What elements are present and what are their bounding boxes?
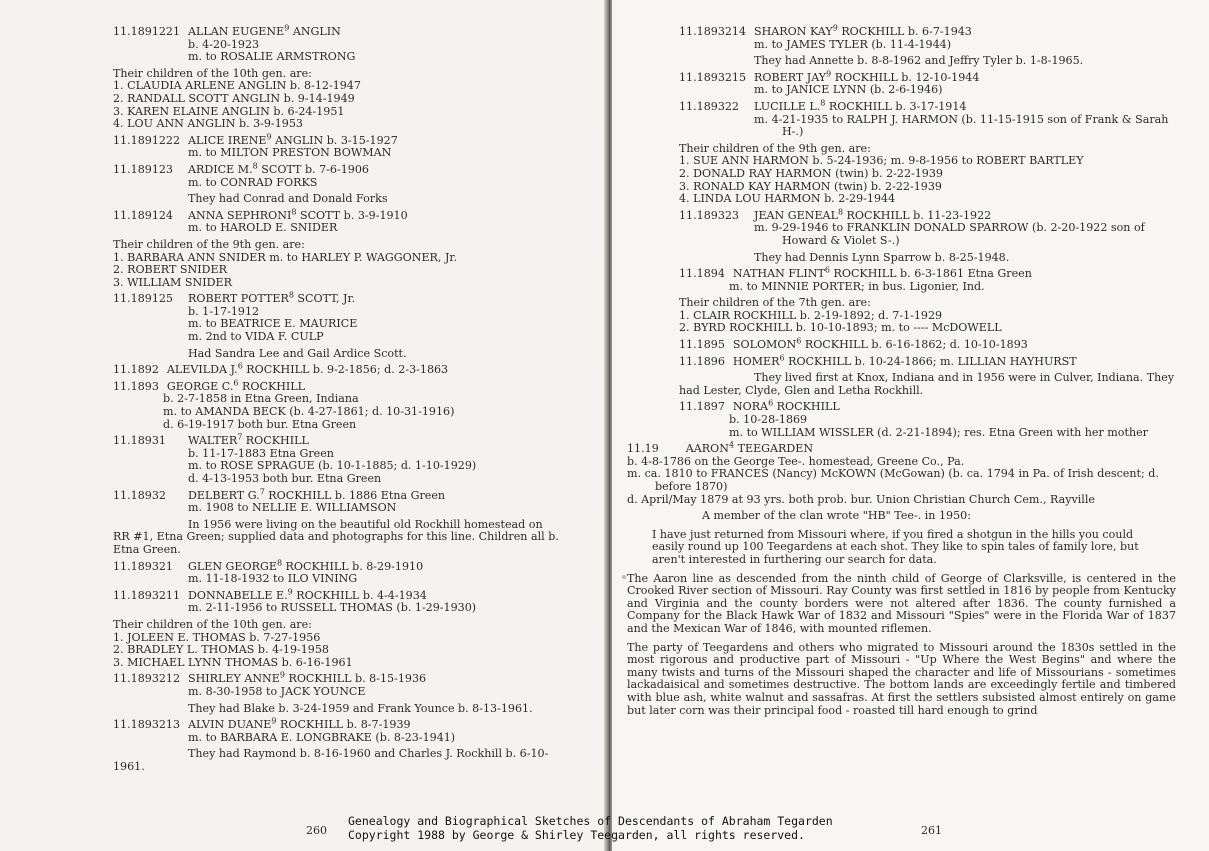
person-name: ROBERT POTTER$^8$ SCOTT, Jr. bbox=[188, 290, 356, 306]
entry-detail: m. to MINNIE PORTER; in bus. Ligonier, Ind. bbox=[729, 279, 985, 293]
genealogy-entry bbox=[679, 23, 1176, 51]
person-name: NORA$^6$ ROCKHILL bbox=[732, 398, 840, 414]
child-item: 1. CLAUDIA ARLENE ANGLIN b. 8-12-1947 bbox=[113, 79, 361, 93]
children-list bbox=[113, 68, 561, 131]
person-name: LUCILLE L.$^8$ ROCKHILL b. 3-17-1914 bbox=[754, 98, 967, 113]
genealogy-entry bbox=[113, 716, 561, 744]
entry-body bbox=[188, 432, 561, 485]
entry-note: They had Blake b. 3-24-1959 and Frank Younce b. 8-13-1961. bbox=[188, 701, 533, 715]
genealogy-entry bbox=[113, 132, 561, 160]
genealogy-entry bbox=[679, 69, 1176, 97]
entry-id: 11.1895 bbox=[679, 338, 725, 352]
children-header: Their children of the 7th gen. are: bbox=[679, 296, 871, 310]
entry-detail: b. 4-8-1786 on the George Tee-. homestead, Greene Co., Pa. bbox=[627, 454, 965, 468]
entry-body bbox=[754, 207, 1176, 248]
entry-detail: m. to BEATRICE E. MAURICE bbox=[188, 317, 358, 331]
entry-detail: m. to MILTON PRESTON BOWMAN bbox=[188, 146, 392, 160]
right-page bbox=[612, 0, 1209, 851]
entry-id: 11.189322 bbox=[679, 99, 739, 113]
children-header: Their children of the 9th gen. are: bbox=[113, 237, 305, 251]
entry-detail: m. 1908 to NELLIE E. WILLIAMSON bbox=[188, 501, 397, 515]
entry-body bbox=[732, 265, 1176, 281]
children-list bbox=[679, 297, 1176, 335]
copyright-footer bbox=[348, 814, 888, 842]
entry-detail: m. to AMANDA BECK (b. 4-27-1861; d. 10-31-1916) bbox=[163, 405, 455, 419]
entry-id: 11.18931 bbox=[113, 434, 166, 448]
person-name: ALICE IRENE$^9$ ANGLIN b. 3-15-1927 bbox=[188, 132, 398, 147]
entry-detail: m. 4-21-1935 to RALPH J. HARMON (b. 11-15-1915 son of Frank & Sarah H-.) bbox=[754, 112, 1169, 139]
entry-note: They had Annette b. 8-8-1962 and Jeffry Tyler b. 1-8-1965. bbox=[754, 54, 1084, 68]
body-paragraph: The Aaron line as descended from the ninth child of George of Clarksville, is centered in the Crooked River section of Missouri. Ray County was first settled in 1816 by people from Kentucky and Virginia and the county borders were not altered after 1836. The county furnished a Company for the Black Hawk War of 1832 and Missouri "Spies" were in the Florida War of 1837 and the Mexican War of 1846, with mounted riflemen. bbox=[627, 571, 1176, 635]
entry-body bbox=[188, 670, 561, 698]
child-item: 1. SUE ANN HARMON b. 5-24-1936; m. 9-8-1956 to ROBERT BARTLEY bbox=[679, 154, 1084, 168]
child-item: 4. LINDA LOU HARMON b. 2-29-1944 bbox=[679, 192, 896, 206]
entry-id: 11.189323 bbox=[679, 208, 739, 222]
genealogy-entry bbox=[679, 352, 1176, 369]
entry-detail: b. 10-28-1869 bbox=[729, 413, 808, 427]
entry-id: 11.1893211 bbox=[113, 588, 181, 602]
genealogy-entry bbox=[627, 440, 1176, 456]
entry-body bbox=[188, 132, 561, 160]
genealogy-entry bbox=[113, 290, 561, 344]
genealogy-entry bbox=[113, 587, 561, 615]
entry-body bbox=[754, 69, 1176, 97]
entry-detail: m. to WILLIAM WISSLER (d. 2-21-1894); res. Etna Green with her mother bbox=[729, 425, 1148, 439]
genealogy-entry bbox=[679, 265, 1176, 281]
entry-note: Had Sandra Lee and Gail Ardice Scott. bbox=[188, 346, 407, 360]
child-item: 1. JOLEEN E. THOMAS b. 7-27-1956 bbox=[113, 630, 321, 644]
child-item: 3. WILLIAM SNIDER bbox=[113, 275, 232, 289]
entry-detail: m. 8-30-1958 to JACK YOUNCE bbox=[188, 684, 366, 698]
genealogy-entry bbox=[113, 361, 561, 377]
entry-detail: m. to CONRAD FORKS bbox=[188, 175, 318, 189]
entry-note: They had Conrad and Donald Forks bbox=[188, 192, 388, 206]
entry-id: 11.1891221 bbox=[113, 25, 181, 38]
entry-body bbox=[732, 336, 1176, 352]
entry-id: 11.189124 bbox=[113, 208, 173, 222]
entry-body bbox=[732, 352, 1176, 369]
clan-intro: A member of the clan wrote "HB" Tee-. in 1950: bbox=[702, 509, 971, 523]
person-name: GEORGE C.$^6$ ROCKHILL bbox=[166, 378, 306, 393]
person-name: ALLAN EUGENE$^9$ ANGLIN bbox=[188, 23, 341, 38]
child-item: 3. KAREN ELAINE ANGLIN b. 6-24-1951 bbox=[113, 104, 345, 118]
child-item: 1. CLAIR ROCKHILL b. 2-19-1892; d. 7-1-1929 bbox=[679, 308, 943, 322]
entry-id: 11.1894 bbox=[679, 267, 725, 281]
entry-detail: m. 9-29-1946 to FRANKLIN DONALD SPARROW (b. 2-20-1922 son of Howard & Violet S-.) bbox=[754, 221, 1145, 247]
entry-detail: b. 11-17-1883 Etna Green bbox=[188, 446, 334, 460]
entry-sublines bbox=[627, 456, 1176, 506]
entry-body bbox=[188, 290, 561, 344]
person-name: SHARON KAY$^9$ ROCKHILL b. 6-7-1943 bbox=[754, 23, 972, 38]
child-item: 2. BYRD ROCKHILL b. 10-10-1893; m. to ---- McDOWELL bbox=[679, 321, 1002, 335]
child-item: 2. DONALD RAY HARMON (twin) b. 2-22-1939 bbox=[679, 166, 943, 180]
left-page-text bbox=[113, 22, 561, 773]
entry-sublines bbox=[729, 281, 1176, 294]
entry-body bbox=[188, 486, 561, 515]
entry-detail: m. to JANICE LYNN (b. 2-6-1946) bbox=[754, 83, 943, 97]
entry-id: 11.189123 bbox=[113, 162, 173, 176]
entry-body bbox=[188, 207, 561, 235]
entry-id: 11.18932 bbox=[113, 488, 166, 502]
genealogy-entry bbox=[113, 486, 561, 515]
entry-id: 11.1897 bbox=[679, 400, 725, 414]
entry-id: 11.189125 bbox=[113, 292, 173, 306]
entry-detail: m. 2-11-1956 to RUSSELL THOMAS (b. 1-29-1930) bbox=[188, 601, 477, 615]
children-list bbox=[113, 239, 561, 289]
person-name: JEAN GENEAL$^8$ ROCKHILL b. 11-23-1922 bbox=[754, 207, 992, 222]
entry-detail: m. to HAROLD E. SNIDER bbox=[188, 221, 338, 235]
child-item: 3. MICHAEL LYNN THOMAS b. 6-16-1961 bbox=[113, 655, 353, 669]
entry-body bbox=[754, 98, 1176, 139]
entry-detail: m. 2nd to VIDA F. CULP bbox=[188, 330, 324, 344]
genealogy-entry bbox=[113, 207, 561, 235]
child-item: 2. ROBERT SNIDER bbox=[113, 263, 227, 277]
entry-body bbox=[188, 587, 561, 615]
entry-detail: m. to BARBARA E. LONGBRAKE (b. 8-23-1941) bbox=[188, 730, 456, 744]
entry-note: In 1956 were living on the beautiful old Rockhill homestead on RR #1, Etna Green; supplied data and photographs for this line. Children all b. Etna Green. bbox=[113, 517, 559, 556]
entry-id: 11.1891222 bbox=[113, 133, 181, 147]
person-name: DONNABELLE E.$^9$ ROCKHILL b. 4-4-1934 bbox=[188, 587, 427, 602]
entry-id: 11.1893212 bbox=[113, 672, 181, 686]
entry-body bbox=[685, 440, 1176, 456]
entry-body bbox=[188, 716, 561, 744]
entry-sublines bbox=[163, 393, 561, 431]
entry-note: They had Dennis Lynn Sparrow b. 8-25-1948. bbox=[754, 250, 1010, 264]
entry-detail: b. 4-20-1923 bbox=[188, 37, 260, 51]
person-name: ARDICE M.$^8$ SCOTT b. 7-6-1906 bbox=[188, 161, 369, 176]
person-name: ALEVILDA J.$^6$ ROCKHILL b. 9-2-1856; d. 2-3-1863 bbox=[166, 361, 449, 377]
genealogy-entry bbox=[679, 207, 1176, 248]
child-item: 2. RANDALL SCOTT ANGLIN b. 9-14-1949 bbox=[113, 91, 355, 105]
entry-id: 11.1893213 bbox=[113, 718, 181, 732]
entry-detail: m. ca. 1810 to FRANCES (Nancy) McKOWN (McGowan) (b. ca. 1794 in Pa. of Irish descent; d. before 1870) bbox=[627, 467, 1159, 493]
person-name: ANNA SEPHRONI$^8$ SCOTT b. 3-9-1910 bbox=[188, 207, 408, 222]
genealogy-entry bbox=[113, 23, 561, 64]
entry-id: 11.1893215 bbox=[679, 70, 747, 84]
genealogy-entry bbox=[679, 336, 1176, 352]
child-item: 3. RONALD KAY HARMON (twin) b. 2-22-1939 bbox=[679, 179, 942, 193]
genealogy-entry bbox=[113, 557, 561, 586]
clan-quote: I have just returned from Missouri where, if you fired a shotgun in the hills you could easily round up 100 Teegardens at each shot. They like to spin tales of family lore, but aren't interested in furthering our search for data. bbox=[652, 527, 1139, 566]
entry-id: 11.1892 bbox=[113, 363, 159, 377]
footer-title: Genealogy and Biographical Sketches of Descendants of Abraham Tegarden bbox=[348, 814, 833, 828]
child-item: 4. LOU ANN ANGLIN b. 3-9-1953 bbox=[113, 117, 303, 131]
children-header: Their children of the 10th gen. are: bbox=[113, 66, 312, 80]
entry-detail: m. to ROSE SPRAGUE (b. 10-1-1885; d. 1-10-1929) bbox=[188, 459, 477, 473]
entry-body bbox=[188, 23, 561, 64]
entry-body bbox=[188, 161, 561, 189]
entry-detail: d. 4-13-1953 both bur. Etna Green bbox=[188, 472, 382, 485]
genealogy-entry bbox=[679, 98, 1176, 139]
entry-body bbox=[188, 557, 561, 586]
children-header: Their children of the 10th gen. are: bbox=[113, 617, 312, 631]
person-name: ALVIN DUANE$^9$ ROCKHILL b. 8-7-1939 bbox=[188, 716, 411, 732]
person-name: HOMER$^6$ ROCKHILL b. 10-24-1866; m. LILLIAN HAYHURST bbox=[732, 352, 1077, 368]
person-name: NATHAN FLINT$^6$ ROCKHILL b. 6-3-1861 Etna Green bbox=[732, 265, 1032, 281]
paper-stain bbox=[622, 575, 626, 579]
entry-sublines bbox=[729, 414, 1176, 439]
child-item: 2. BRADLEY L. THOMAS b. 4-19-1958 bbox=[113, 643, 329, 657]
children-header: Their children of the 9th gen. are: bbox=[679, 141, 871, 155]
page-number-left: 260 bbox=[306, 824, 327, 837]
person-name: SHIRLEY ANNE$^9$ ROCKHILL b. 8-15-1936 bbox=[188, 670, 427, 686]
genealogy-entry bbox=[113, 161, 561, 189]
entry-note: They lived first at Knox, Indiana and in 1956 were in Culver, Indiana. They had Lester, Clyde, Glen and Letha Rockhill. bbox=[679, 371, 1175, 397]
page-number-right: 261 bbox=[921, 824, 942, 837]
person-name: SOLOMON$^6$ ROCKHILL b. 6-16-1862; d. 10-10-1893 bbox=[732, 336, 1028, 352]
person-name: DELBERT G.$^7$ ROCKHILL b. 1886 Etna Green bbox=[188, 486, 446, 502]
entry-id: 11.19 bbox=[627, 442, 659, 456]
children-list bbox=[679, 143, 1176, 206]
right-page-text bbox=[627, 22, 1176, 717]
footer-copyright: Copyright 1988 by George & Shirley Teegarden, all rights reserved. bbox=[348, 828, 805, 842]
entry-body bbox=[166, 361, 561, 377]
entry-body bbox=[754, 23, 1176, 51]
entry-id: 11.1893 bbox=[113, 379, 159, 393]
person-name: AARON$^4$ TEEGARDEN bbox=[685, 440, 814, 456]
person-name: GLEN GEORGE$^8$ ROCKHILL b. 8-29-1910 bbox=[188, 557, 424, 573]
person-name: ROBERT JAY$^9$ ROCKHILL b. 12-10-1944 bbox=[754, 69, 980, 84]
person-name: WALTER$^7$ ROCKHILL bbox=[188, 432, 309, 448]
entry-detail: m. to ROSALIE ARMSTRONG bbox=[188, 50, 356, 64]
entry-detail: m. to JAMES TYLER (b. 11-4-1944) bbox=[754, 37, 952, 51]
entry-detail: b. 1-17-1912 bbox=[188, 304, 260, 318]
entry-id: 11.1896 bbox=[679, 354, 725, 368]
entry-detail: d. 6-19-1917 both bur. Etna Green bbox=[163, 417, 357, 431]
genealogy-entry bbox=[113, 670, 561, 698]
entry-id: 11.189321 bbox=[113, 559, 173, 573]
entry-note: They had Raymond b. 8-16-1960 and Charles J. Rockhill b. 6-10-1961. bbox=[113, 747, 549, 773]
entry-detail: d. April/May 1879 at 93 yrs. both prob. bur. Union Christian Church Cem., Rayville bbox=[627, 492, 1095, 506]
body-paragraph: The party of Teegardens and others who migrated to Missouri around the 1830s settled in the most rigorous and productive part of Missouri - "Up Where the West Begins" and where the many twists and turns of the Missouri shaped the character and life of Missourians - sometimes lackadaisical and sometimes destructive. The bottom lands are exceedingly fertile and timbered with blue ash, white walnut and sassafras. At first the settlers subsisted almost entirely on game but later corn was their principal food - roasted till hard enough to grind bbox=[627, 640, 1176, 717]
entry-id: 11.1893214 bbox=[679, 25, 747, 38]
genealogy-entry bbox=[113, 432, 561, 485]
entry-detail: m. 11-18-1932 to ILO VINING bbox=[188, 572, 358, 586]
child-item: 1. BARBARA ANN SNIDER m. to HARLEY P. WAGGONER, Jr. bbox=[113, 250, 458, 264]
entry-detail: b. 2-7-1858 in Etna Green, Indiana bbox=[163, 392, 359, 406]
children-list bbox=[113, 619, 561, 669]
